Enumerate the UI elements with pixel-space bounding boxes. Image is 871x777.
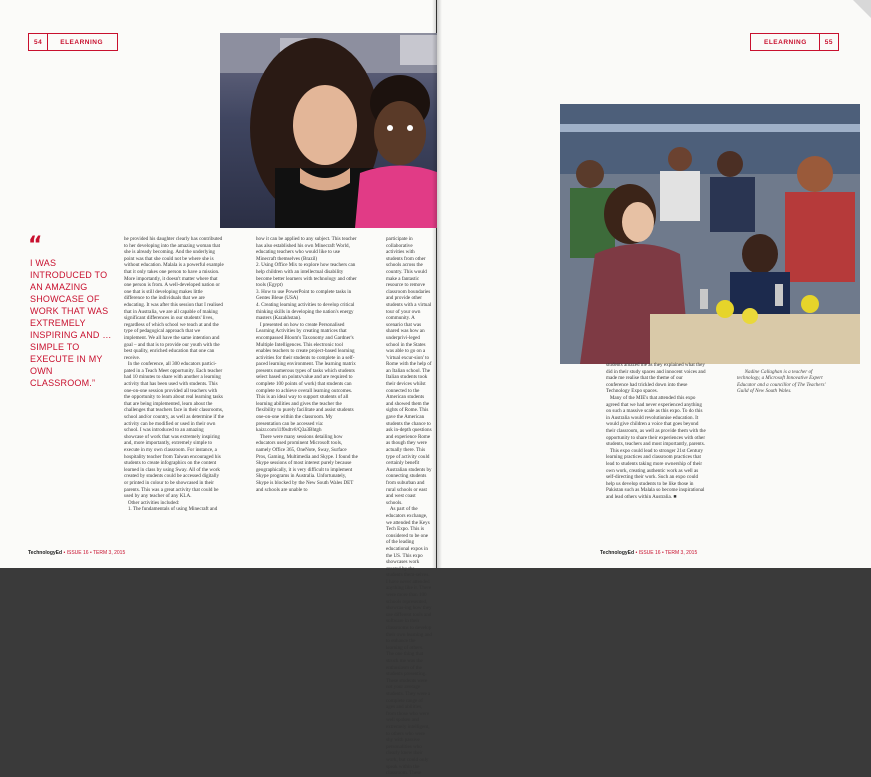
article-column-2: how it can be applied to any subject. This teacher has also established his own Minecraft World, educating teachers who would like to use Minecraft themselves (Brazil) 2. Using Office Mix to explore how teachers can help children with an intellectual disability become better learners with technology and other tools (Egypt) 3. How to use PowerPoint to complete tasks in Gentes Bleue (USA) 4. Creating learning activities to develop critical thinking skills in developing the nation's energy masters (Kazakhstan). I presented on how to create Personalised Learning Activities by creating matrices that encompassed Bloom's Taxonomy and Gardner's Multiple Intelligences. This electronic tool enables teachers to create project-based learning activities for their students to complete in a self-paced learning environment. The learning matrix presents numerous types of tasks which students select based on points/value and are required to complete 100 points of work) that students can complete to achieve overall learning outcomes. This is an ideal way to support students of all learning abilities and gives the teacher the flexibility to purely facilitate and assist students one-on-one within the classroom. My presentation can be accessed via: kaizr.com/i1f0sdtv8/Q3a3Bhtgh There were many sessions detailing how educators used prominent Microsoft tools, namely Office 365, OneNote, Sway, Surface Pros, Gaming, Multimedia and Skype. I found the Skype sessions of most interest purely because geographically, it is very difficult to implement Skype programs in Australia. Unfortunately, Skype is blocked by the New South Wales DET and schools are unable to	[256, 236, 358, 493]
footer-brand: TechnologyEd	[600, 550, 635, 556]
pullquote: I WAS INTRODUCED TO AN AMAZING SHOWCASE OF WORK THAT WAS EXTREMELY INSPIRING AND … SIMPLE TO EXECUTE IN MY OWN CLASSROOM.”	[30, 258, 112, 388]
photo-students-expo	[560, 104, 860, 364]
spine-gutter	[432, 0, 442, 568]
footer-issue: • ISSUE 16 • TERM 3, 2015	[635, 550, 698, 556]
right-page	[437, 0, 871, 568]
pullquote-mark: “	[28, 233, 43, 258]
author-bio-column	[737, 362, 837, 542]
left-page-header	[28, 33, 118, 51]
left-footer	[28, 550, 125, 556]
page-number: 54	[29, 34, 48, 50]
page-corner	[853, 0, 871, 18]
section-label: ELEARNING	[60, 38, 104, 46]
right-page-header	[750, 33, 839, 51]
article-column-3: participate in collaborative activities with students from other schools across the country. This would make a fantastic resource to remove classroom boundaries and provide other students with a virtual tour of your own community. A scenario that was shared was how an underprivi-leged school in the States was able to go on a 'virtual excur-sion' to Rome with the help of an Italian school. The Italian students took their devices whilst connected to the American students and showed them the sights of Rome. This gave the American students the chance to ask in-depth questions and experience Rome as though they were actually there. This type of activity could certainly benefit Australian students by connecting students from suburban and rural schools or east and west coast schools. As part of the educators exchange, we attended the Keys Tech Expo. This is considered to be one of the leading educational expos in the US. This expo showcases work created by the students them-selves. I have never attended anything like it. There were more than 100 schools represented, showcas-ing how they use different tools and software in their classrooms to develop their own learning and to enhance the learning of others. The one thing that struck me was the enthusiasm of the students presenting. These students were not your average students. They were a complete range of ages and abilities, from those who were well spoken and extremely intelligent, to others who were shy with passive personalities who clearly knew their work, but could only speak within the classroom. These	[386, 236, 432, 777]
section-label: ELEARNING	[763, 38, 807, 46]
article-column-4: students amazed me as they explained what they did in their study spaces and innocent voices and made me realise that the theme of our conference had trickled down into these Technology Expo spaces. Many of the MIE's that attended this expo agreed that we had never experienced anything on such a massive scale as this expo. To do this in Australia would revolutionise education. It would give children a voice that goes beyond their classroom, as well as provide them with the opportunity to share their experiences with other students, teachers and most importantly, parents. This expo could lead to stronger 21st Century learning practices and classroom practices that lead to students taking more ownership of their own work, creating authentic work as well as self-directing their work. Such an expo could help us develop students to be like those in Pakistan such as Malala so become inspirational and lead others within Australia. ■	[606, 362, 706, 500]
right-footer	[600, 550, 697, 556]
article-column-1: he provided his daughter clearly has contributed to her developing into the amazing woman that she is already becoming. And the underlying point was that she could not be where she is without education. Malala is a powerful example that it only takes one person to have a mission. More importantly, it doesn't matter where that one person is from. A well-developed nation or one that is still developing makes little difference to the individuals that we are educating. It was after this session that I realised that in Australia, we are all capable of making significant differences in our students' lives, regardless of which school we teach at and the type of pedagogical approach that we implement. We all have the same intention and goal – and that is to provide our youth with the best quality, enriched education that one can receive. In the conference, all 300 educators partici-pated in a Teach Meet opportunity. Each teacher had 10 minutes to share with another a learning activity that has been used with students. This one-on-one session provided all teachers with the opportunity to learn about real learning tasks that are being implemented, learn about the challenges that teachers face in their classrooms, school and/or country, as well as determine if the activity can be modified or used in their own school. I was introduced to an amazing showcase of work that was extremely inspiring and, more importantly, extremely simple to execute in my own classroom. For instance, a hospitality teacher from Taiwan encouraged his students to create infographics on the content learned in class by using Sway. All of the work created by students could be accessed digitally or printed in colour to be showcased in their parents. This was a great activity that could be used by any teacher of any KLA. Other activities included: 1. The fundamentals of using Minecraft and	[124, 236, 224, 513]
footer-issue: • ISSUE 16 • TERM 3, 2015	[63, 550, 126, 556]
page-number: 55	[819, 34, 838, 50]
author-bio: Nadine Callaghan is a teacher of technology, a Microsoft Innovative Expert Educator and a councillor of The Teachers' Guild of New South Wales.	[737, 368, 827, 395]
footer-brand: TechnologyEd	[28, 550, 63, 556]
